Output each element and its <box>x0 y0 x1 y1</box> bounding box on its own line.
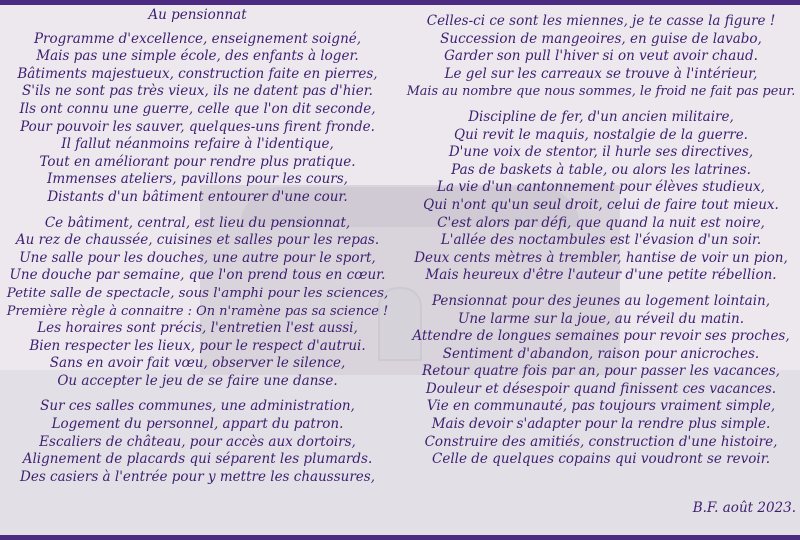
poem-line: Bien respecter les lieux, pour le respect d'autrui. <box>29 337 366 354</box>
poem-line: La vie d'un cantonnement pour élèves studieux, <box>437 179 765 196</box>
poem-line: Mais heureux d'être l'auteur d'une petite rébellion. <box>425 267 777 284</box>
poem-line: Mais au nombre que nous sommes, le froid ne fait pas peur. <box>406 84 796 100</box>
poem-line: Au rez de chaussée, cuisines et salles pour les repas. <box>15 232 380 249</box>
poem-line: S'ils ne sont pas très vieux, ils ne datent pas d'hier. <box>22 83 373 100</box>
poem-line: Pensionnat pour des jeunes au logement lointain, <box>431 292 771 309</box>
poem-line: Bâtiments majestueux, construction faite en pierres, <box>17 65 378 82</box>
poem-line: Mais pas une simple école, des enfants à loger. <box>36 48 359 65</box>
poem-line: Le gel sur les carreaux se trouve à l'intérieur, <box>444 65 758 82</box>
poem-line: Discipline de fer, d'un ancien militaire, <box>468 108 734 125</box>
poem-line: Première règle à connaitre : On n'ramène pas sa science ! <box>6 303 389 319</box>
poem-line: Mais devoir s'adapter pour la rendre plus simple. <box>431 416 771 433</box>
poem-line: Retour quatre fois par an, pour passer les vacances, <box>422 363 780 380</box>
poem-right-column <box>405 7 797 469</box>
poem-line: Alignement de placards qui séparent les plumards. <box>22 451 373 468</box>
poem-line: Succession de mangeoires, en guise de lavabo, <box>440 30 762 47</box>
poem-line: Ce bâtiment, central, est lieu du pensionnat, <box>44 214 351 231</box>
poem-stanza <box>5 398 390 486</box>
poem-line: Immenses ateliers, pavillons pour les cours, <box>47 171 348 188</box>
poem-line: Douleur et désespoir quand finissent ces vacances. <box>425 380 777 397</box>
poem-stanza <box>5 215 390 391</box>
poem-line: C'est alors par défi, que quand la nuit est noire, <box>437 214 765 231</box>
poem-line: Les horaires sont précis, l'entretien l'est aussi, <box>37 320 358 337</box>
poem-line: Deux cents mètres à trembler, hantise de voir un pion, <box>414 249 788 266</box>
poem-line: Escaliers de château, pour accès aux dortoirs, <box>39 433 356 450</box>
poem-stanza <box>405 293 797 469</box>
poem-line: Qui n'ont qu'un seul droit, celui de faire tout mieux. <box>423 196 779 213</box>
poem-title: Au pensionnat <box>148 7 247 23</box>
poem-line: Pour pouvoir les sauver, quelques-uns firent fronde. <box>20 118 375 135</box>
bottom-border <box>0 535 800 540</box>
poem-line: Sans en avoir fait vœu, observer le silence, <box>49 355 346 372</box>
poem-line: Garder son pull l'hiver si on veut avoir chaud. <box>444 48 758 65</box>
poem-line: Construire des amitiés, construction d'une histoire, <box>424 433 778 450</box>
poem-stanza <box>405 109 797 285</box>
poem-line: Logement du personnel, appart du patron. <box>51 416 344 433</box>
poem-left-column <box>5 7 390 486</box>
poem-line: Sur ces salles communes, une administration, <box>40 398 355 415</box>
poem-line: Il fallut néanmoins refaire à l'identique, <box>61 136 334 153</box>
poem-line: Programme d'excellence, enseignement soigné, <box>33 30 362 47</box>
poem-line: Des casiers à l'entrée pour y mettre les chaussures, <box>20 468 375 485</box>
poem-line: Petite salle de spectacle, sous l'amphi pour les sciences, <box>6 285 389 301</box>
poem-line: Sentiment d'abandon, raison pour anicroches. <box>442 345 760 362</box>
poem-line: Distants d'un bâtiment entourer d'une cour. <box>47 188 348 205</box>
poem-line: Ils ont connu une guerre, celle que l'on dit seconde, <box>19 100 376 117</box>
poem-line: Ou accepter le jeu de se faire une danse. <box>57 372 338 389</box>
poem-line: Tout en améliorant pour rendre plus pratique. <box>39 153 356 170</box>
poem-line: D'une voix de stentor, il hurle ses directives, <box>448 144 754 161</box>
poem-line: Une larme sur la joue, au réveil du matin. <box>457 310 745 327</box>
poem-line: Qui revit le maquis, nostalgie de la guerre. <box>454 126 748 143</box>
poem-line: Pas de baskets à table, ou alors les latrines. <box>451 161 751 178</box>
poem-line: Une douche par semaine, que l'on prend tous en cœur. <box>9 267 386 284</box>
poem-line: Attendre de longues semaines pour revoir ses proches, <box>412 328 790 345</box>
poem-stanza <box>405 13 797 101</box>
poem-line: Celle de quelques copains qui voudront se revoir. <box>432 451 770 468</box>
poem-stanza <box>5 31 390 207</box>
poem-line: Une salle pour les douches, une autre pour le sport, <box>19 249 376 266</box>
poem-line: L'allée des noctambules est l'évasion d'un soir. <box>440 232 762 249</box>
poem-line: Vie en communauté, pas toujours vraiment simple, <box>426 398 776 415</box>
poem-signature: B.F. août 2023. <box>692 500 796 516</box>
poem-line: Celles-ci ce sont les miennes, je te casse la figure ! <box>426 13 776 29</box>
